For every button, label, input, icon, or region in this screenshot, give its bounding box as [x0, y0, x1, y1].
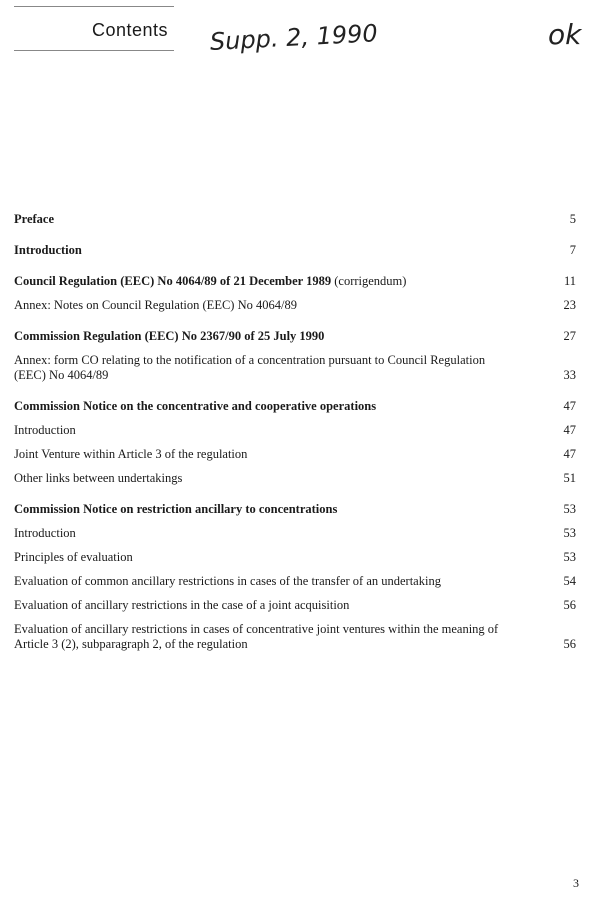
toc-entry-title [14, 502, 337, 517]
page-title: Contents [92, 20, 169, 40]
title-underline [14, 50, 174, 51]
toc-entry-title [14, 574, 441, 589]
toc-page-number: 5 [569, 212, 576, 226]
toc-entry-title [14, 212, 54, 227]
toc-entry-label: Evaluation of common ancillary restrictions in cases of the transfer of an undertaking [14, 574, 441, 588]
toc-page-number: 11 [563, 274, 576, 288]
toc-entry-label: Annex: form CO relating to the notification of a concentration pursuant to Council Regulation (EEC) No 4064/89 [14, 353, 486, 382]
toc-entry [14, 423, 576, 438]
toc-entry-title [14, 471, 182, 486]
toc-page-number: 47 [563, 447, 576, 461]
toc-entry-title [14, 243, 82, 258]
toc-section [14, 502, 576, 652]
toc-entry [14, 274, 576, 289]
toc-entry-label: Commission Regulation (EEC) No 2367/90 of 25 July 1990 [14, 329, 325, 343]
toc-entry [14, 622, 576, 652]
toc-entry [14, 212, 576, 227]
toc-page-number: 53 [563, 550, 576, 564]
toc-page-number: 47 [563, 399, 576, 413]
toc-page-number: 53 [563, 502, 576, 516]
toc-entry [14, 329, 576, 344]
toc-entry-label: Commission Notice on the concentrative and cooperative operations [14, 399, 377, 413]
toc-page-number: 51 [563, 471, 576, 485]
toc-page-number: 23 [563, 298, 576, 312]
toc-entry-title [14, 447, 247, 462]
toc-entry-label: Introduction [14, 243, 82, 257]
toc-page-number: 56 [563, 598, 576, 612]
toc-page-number: 7 [569, 243, 576, 257]
toc-page-number: 33 [563, 368, 576, 382]
toc-section [14, 399, 576, 486]
table-of-contents [14, 212, 576, 668]
toc-entry-label: Evaluation of ancillary restrictions in cases of concentrative joint ventures within the meaning of Article 3 (2), subparagraph 2, of the regulation [14, 622, 499, 651]
toc-entry-label: Principles of evaluation [14, 550, 133, 564]
toc-entry [14, 502, 576, 517]
handwritten-mark: ok [548, 18, 582, 51]
toc-entry-label: Joint Venture within Article 3 of the regulation [14, 447, 248, 461]
toc-entry-suffix: (corrigendum) [331, 274, 407, 288]
toc-entry-label: Annex: Notes on Council Regulation (EEC) No 4064/89 [14, 298, 297, 312]
toc-entry [14, 399, 576, 414]
toc-entry [14, 574, 576, 589]
toc-entry-title [14, 329, 324, 344]
toc-entry [14, 598, 576, 613]
toc-section [14, 212, 576, 227]
toc-section [14, 243, 576, 258]
toc-page-number: 53 [563, 526, 576, 540]
toc-page-number: 54 [563, 574, 576, 588]
toc-entry-title [14, 399, 376, 414]
toc-entry [14, 243, 576, 258]
toc-entry-title [14, 526, 76, 541]
toc-entry-title [14, 550, 133, 565]
toc-entry-title [14, 622, 514, 652]
toc-page-number: 47 [563, 423, 576, 437]
toc-section [14, 274, 576, 313]
toc-entry-label: Introduction [14, 423, 76, 437]
toc-entry [14, 471, 576, 486]
toc-entry-title [14, 274, 406, 289]
toc-entry-label: Preface [14, 212, 55, 226]
toc-page-number: 27 [563, 329, 576, 343]
toc-entry-title [14, 598, 349, 613]
toc-entry [14, 526, 576, 541]
top-rule [14, 6, 174, 7]
toc-entry-label: Other links between undertakings [14, 471, 183, 485]
toc-entry-label: Evaluation of ancillary restrictions in the case of a joint acquisition [14, 598, 350, 612]
toc-entry-title [14, 353, 514, 383]
toc-entry-label: Introduction [14, 526, 76, 540]
toc-entry-label: Council Regulation (EEC) No 4064/89 of 21 December 1989 [14, 274, 332, 288]
toc-entry [14, 447, 576, 462]
toc-entry-label: Commission Notice on restriction ancillary to concentrations [14, 502, 338, 516]
toc-entry [14, 353, 576, 383]
toc-entry [14, 550, 576, 565]
toc-entry [14, 298, 576, 313]
page-number: 3 [573, 876, 579, 890]
toc-entry-title [14, 298, 297, 313]
toc-entry-title [14, 423, 76, 438]
toc-page-number: 56 [563, 637, 576, 651]
handwritten-note: Supp. 2, 1990 [209, 19, 379, 56]
toc-section [14, 329, 576, 383]
